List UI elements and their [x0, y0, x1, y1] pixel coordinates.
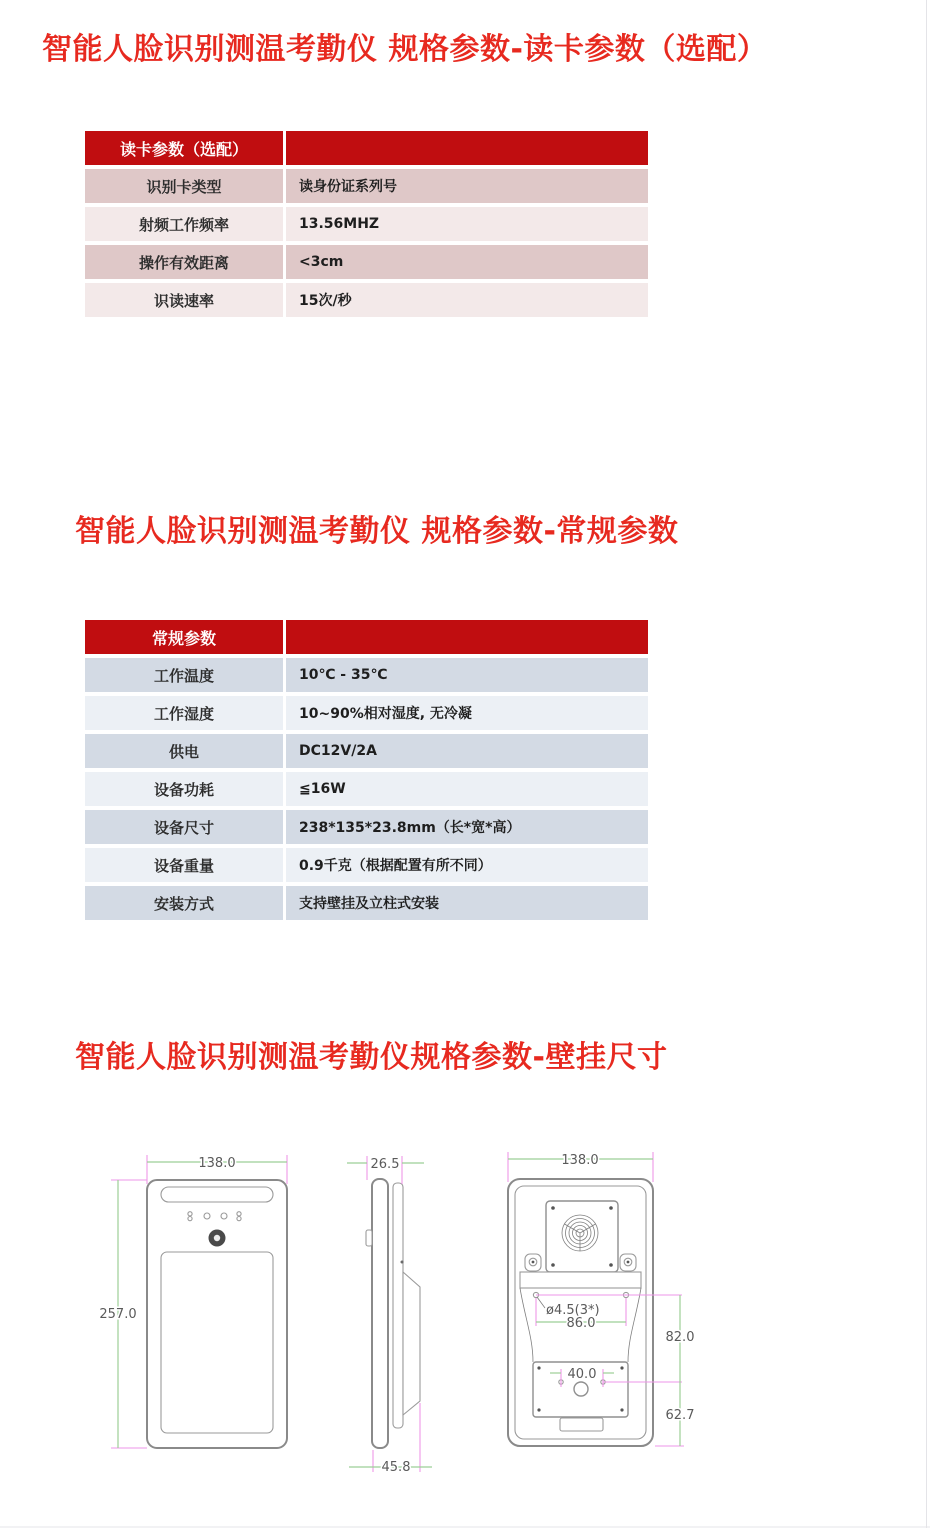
hole-diameter-label: ø4.5(3*) — [546, 1303, 600, 1318]
row-label: 识别卡类型 — [85, 169, 283, 203]
back-width-dim: 138.0 — [561, 1153, 599, 1168]
speaker-slot — [161, 1187, 273, 1202]
slot-width-dim: 40.0 — [567, 1367, 597, 1382]
section-title-wall-mount: 智能人脸识别测温考勤仪规格参数-壁挂尺寸 — [75, 1040, 668, 1075]
back-view — [508, 1152, 694, 1446]
section-title-general-params: 智能人脸识别测温考勤仪 规格参数-常规参数 — [75, 514, 679, 549]
upper-height-dim: 82.0 — [665, 1330, 695, 1345]
row-label: 设备尺寸 — [85, 810, 283, 844]
back-plate-profile — [393, 1183, 403, 1428]
side-depth-dim: 45.8 — [381, 1460, 411, 1475]
row-value: DC12V/2A — [286, 734, 648, 768]
row-value: 0.9千克（根据配置有所不同） — [286, 848, 648, 882]
row-value: 13.56MHZ — [286, 207, 648, 241]
row-value: 10~90%相对湿度, 无冷凝 — [286, 696, 648, 730]
row-value: 10℃ - 35℃ — [286, 658, 648, 692]
bottom-tab — [560, 1418, 603, 1431]
row-value: 15次/秒 — [286, 283, 648, 317]
side-body — [372, 1179, 388, 1448]
table-header: 读卡参数（选配） — [85, 131, 283, 165]
cable-hole — [574, 1382, 588, 1396]
row-label: 设备功耗 — [85, 772, 283, 806]
front-width-dim: 138.0 — [198, 1156, 236, 1171]
front-view — [99, 1155, 287, 1448]
table-header: 常规参数 — [85, 620, 283, 654]
lower-height-dim: 62.7 — [665, 1408, 695, 1423]
row-value: 支持壁挂及立柱式安装 — [286, 886, 648, 920]
row-label: 供电 — [85, 734, 283, 768]
bracket-bar — [520, 1272, 641, 1288]
row-value: <3cm — [286, 245, 648, 279]
mount-ear-right — [620, 1254, 636, 1271]
side-thickness-dim: 26.5 — [370, 1157, 400, 1172]
profile-detail-dot — [401, 1261, 404, 1264]
side-view — [347, 1156, 432, 1475]
general-params-table — [85, 620, 648, 920]
row-label: 工作温度 — [85, 658, 283, 692]
screen — [161, 1252, 273, 1433]
hole-spacing-dim: 86.0 — [566, 1316, 596, 1331]
row-value: 238*135*23.8mm（长*宽*高） — [286, 810, 648, 844]
row-label: 识读速率 — [85, 283, 283, 317]
card-params-table — [85, 131, 648, 317]
mount-ear-left — [525, 1254, 541, 1271]
section-title-card-params: 智能人脸识别测温考勤仪 规格参数-读卡参数（选配） — [42, 32, 768, 67]
row-value: ≦16W — [286, 772, 648, 806]
side-button — [366, 1230, 372, 1246]
row-label: 操作有效距离 — [85, 245, 283, 279]
camera-icon — [209, 1230, 226, 1247]
table-header-spacer — [286, 131, 648, 165]
table-header-spacer — [286, 620, 648, 654]
row-label: 设备重量 — [85, 848, 283, 882]
row-label: 工作湿度 — [85, 696, 283, 730]
row-label: 射频工作频率 — [85, 207, 283, 241]
front-height-dim: 257.0 — [99, 1307, 137, 1322]
row-value: 读身份证系列号 — [286, 169, 648, 203]
row-label: 安装方式 — [85, 886, 283, 920]
wall-mount-dimension-drawing — [80, 1140, 740, 1512]
bracket-wedge — [403, 1272, 420, 1415]
